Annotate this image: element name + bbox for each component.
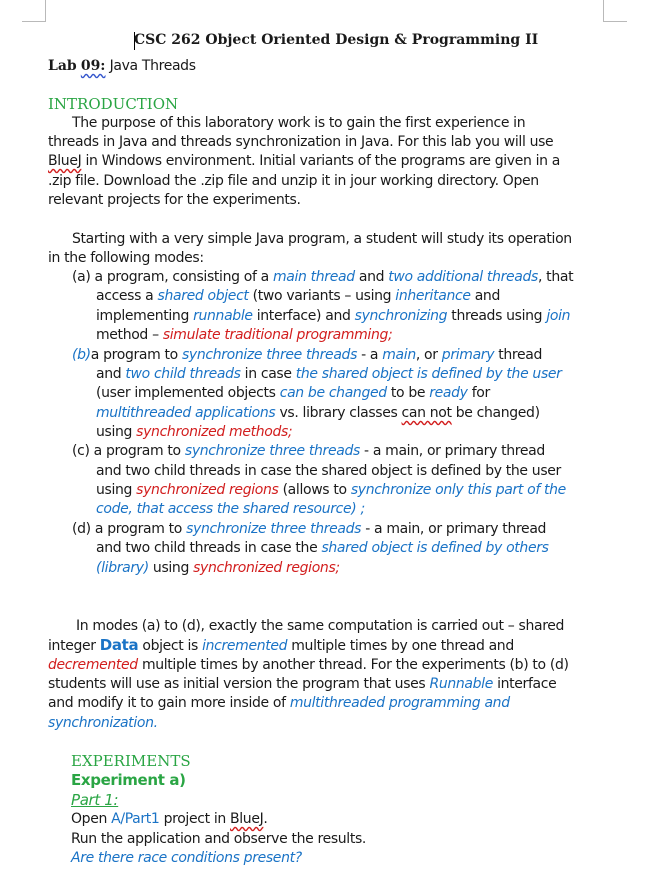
crop-mark-top-left-h	[22, 21, 46, 22]
t: a program to	[90, 347, 182, 363]
t: (library)	[96, 560, 149, 576]
t: integer	[48, 638, 100, 654]
t: can be changed	[279, 385, 387, 401]
t: synchronized regions	[136, 482, 279, 498]
t: multiple times by another thread. For the experiments (b) to (d)	[137, 657, 569, 673]
intro-p1-line1: The purpose of this laboratory work is to gain the first experience in	[72, 115, 526, 131]
open-line	[71, 810, 267, 829]
mode-d-line3	[96, 559, 340, 578]
t: interface	[492, 676, 557, 692]
intro-p2-line2: in the following modes:	[48, 250, 204, 266]
t: multithreaded programming and	[289, 695, 510, 711]
intro-heading: INTRODUCTION	[48, 95, 179, 113]
experiments-heading: EXPERIMENTS	[71, 752, 191, 770]
t: to be	[386, 385, 430, 401]
t: shared object	[157, 288, 249, 304]
mode-a-line3	[96, 307, 570, 326]
crop-mark-top-left-v	[45, 0, 46, 22]
t: - a main, or primary thread	[361, 521, 547, 537]
bluej-term: BlueJ	[230, 811, 264, 827]
t: (two variants – using	[248, 288, 396, 304]
t: synchronize three threads	[186, 521, 362, 537]
t: Runnable	[429, 676, 493, 692]
t: method –	[96, 327, 163, 343]
project-path: A/Part1	[111, 811, 160, 827]
intro-p3-line3	[48, 656, 569, 675]
t: implementing	[96, 308, 194, 324]
mode-c-line1	[72, 442, 545, 461]
mode-c-line3	[96, 481, 566, 500]
intro-p3-line4	[48, 675, 556, 694]
t: interface) and	[252, 308, 355, 324]
t: synchronize three threads	[181, 347, 358, 363]
mode-b-line5	[96, 423, 292, 442]
t: the shared object is defined by the user	[295, 366, 562, 382]
bluej-term: BlueJ	[48, 153, 82, 169]
t: threads using	[447, 308, 547, 324]
t: inheritance	[395, 288, 471, 304]
t: - a	[357, 347, 383, 363]
t: (d) a program to	[72, 521, 187, 537]
t: using	[96, 424, 137, 440]
t: runnable	[193, 308, 253, 324]
t: , that	[537, 269, 574, 285]
intro-p3-line5	[48, 694, 510, 713]
t: (a) a program, consisting of a	[72, 269, 273, 285]
mode-b-line2	[96, 365, 562, 384]
t: ready	[429, 385, 468, 401]
t: using	[148, 560, 194, 576]
t: for	[467, 385, 490, 401]
t: shared object is defined by others	[321, 540, 549, 556]
t: two additional threads	[388, 269, 538, 285]
t: project in	[159, 811, 230, 827]
mode-b-line1	[72, 346, 542, 365]
mode-c-line2: and two child threads in case the shared object is defined by the user	[96, 463, 561, 479]
mode-d-line2	[96, 539, 549, 558]
intro-p2-line1: Starting with a very simple Java program, a student will study its operation	[72, 231, 572, 247]
t: two child threads	[125, 366, 241, 382]
t: Data	[99, 636, 139, 654]
t: multiple times by one thread and	[287, 638, 514, 654]
t: join	[546, 308, 571, 324]
t: .	[263, 811, 268, 827]
t: synchronized methods;	[136, 424, 293, 440]
mode-a-line1	[72, 268, 573, 287]
t: synchronized regions;	[193, 560, 340, 576]
intro-p3-line2	[48, 636, 514, 656]
intro-p3-line1: In modes (a) to (d), exactly the same computation is carried out – shared	[76, 618, 565, 634]
t: access a	[96, 288, 158, 304]
experiment-a-heading: Experiment a)	[71, 771, 186, 789]
t: in case	[240, 366, 296, 382]
t: thread	[494, 347, 543, 363]
t: and	[354, 269, 389, 285]
run-line: Run the application and observe the results.	[71, 831, 367, 847]
mode-d-line1	[72, 520, 546, 539]
t: main thread	[272, 269, 355, 285]
t: Open	[71, 811, 112, 827]
t: (c) a program to	[72, 443, 185, 459]
intro-p1-line4: .zip file. Download the .zip file and unzip it in jour working directory. Open	[48, 173, 539, 189]
t: synchronizing	[354, 308, 448, 324]
t: (user implemented objects	[96, 385, 280, 401]
t: multithreaded applications	[96, 405, 276, 421]
mode-a-line2	[96, 287, 500, 306]
intro-p3-line6: synchronization.	[48, 715, 158, 731]
mode-a-line4	[96, 326, 392, 345]
t: can not	[401, 405, 452, 421]
t: synchronize three threads	[184, 443, 360, 459]
t: (b)	[72, 347, 91, 363]
t: and modify it to gain more inside of	[48, 695, 290, 711]
mode-b-line4	[96, 404, 540, 423]
t: simulate traditional programming;	[162, 327, 393, 343]
t: decremented	[48, 657, 138, 673]
t: using	[96, 482, 137, 498]
mode-b-line3	[96, 384, 490, 403]
crop-mark-top-right-h	[603, 21, 627, 22]
document-title: CSC 262 Object Oriented Design & Programming II	[134, 32, 539, 48]
t: and	[96, 366, 126, 382]
crop-mark-top-right-v	[603, 0, 604, 22]
t: and	[470, 288, 500, 304]
t: incremented	[202, 638, 288, 654]
t: students will use as initial version the program that uses	[48, 676, 430, 692]
t: (allows to	[278, 482, 351, 498]
t: primary	[441, 347, 495, 363]
t: object is	[138, 638, 203, 654]
intro-p1-line3-text: in Windows environment. Initial variants of the programs are given in a	[81, 153, 560, 169]
t: be changed)	[451, 405, 540, 421]
lab-topic: Java Threads	[109, 58, 196, 74]
t: synchronize only this part of the	[350, 482, 566, 498]
intro-p1-line2: threads in Java and threads synchronization in Java. For this lab you will use	[48, 134, 554, 150]
intro-p1-line5: relevant projects for the experiments.	[48, 192, 301, 208]
t: - a main, or primary thread	[359, 443, 545, 459]
lab-label: Lab	[48, 58, 77, 74]
lab-number: 09:	[80, 58, 106, 74]
t: vs. library classes	[275, 405, 402, 421]
t: , or	[415, 347, 442, 363]
intro-p1-line3	[48, 152, 560, 171]
mode-c-line4: code, that access the shared resource) ;	[96, 501, 365, 517]
part1-heading: Part 1:	[71, 791, 119, 809]
lab-line	[48, 57, 196, 76]
t: main	[382, 347, 416, 363]
t: and two child threads in case the	[96, 540, 322, 556]
question-line: Are there race conditions present?	[71, 850, 302, 866]
